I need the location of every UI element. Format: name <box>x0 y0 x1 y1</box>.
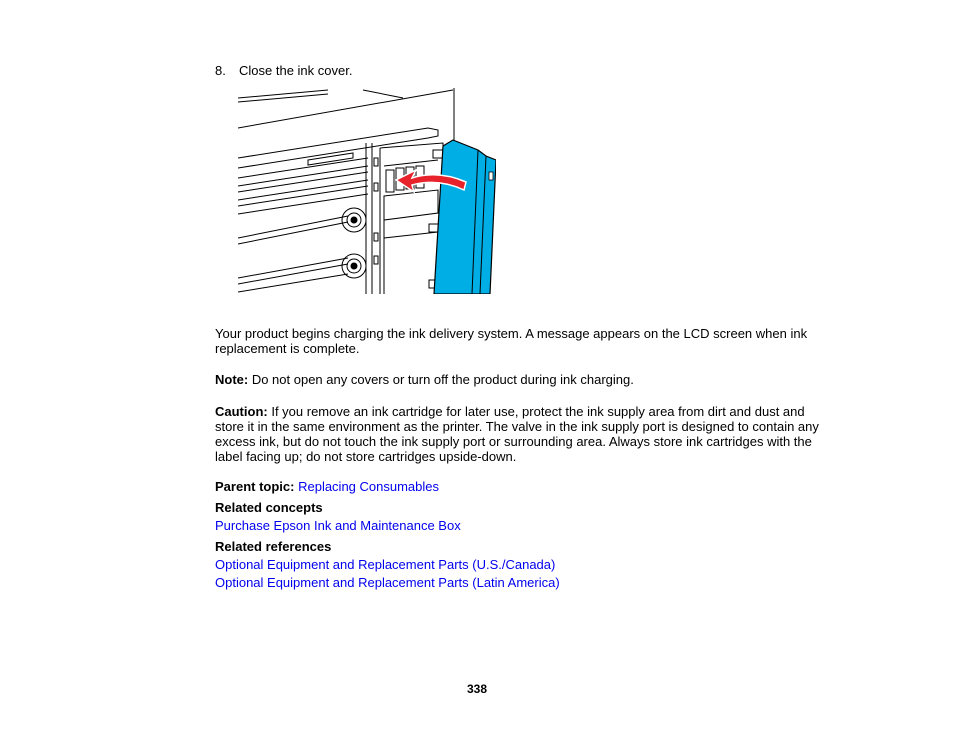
ink-cover-panel <box>434 140 496 294</box>
step-number: 8. <box>215 63 226 78</box>
parent-topic <box>215 479 439 494</box>
note-label: Note: <box>215 372 249 387</box>
charging-paragraph: Your product begins charging the ink delivery system. A message appears on the LCD screen when ink replacement is complete. <box>215 326 808 356</box>
related-reference-link-latin-america[interactable]: Optional Equipment and Replacement Parts (Latin America) <box>215 575 560 590</box>
related-concept-link[interactable]: Purchase Epson Ink and Maintenance Box <box>215 518 461 533</box>
step-item <box>215 63 352 78</box>
ink-cover-illustration <box>238 88 496 294</box>
step-text: Close the ink cover. <box>239 63 353 78</box>
note-text: Do not open any covers or turn off the product during ink charging. <box>248 372 634 387</box>
caution-paragraph <box>215 404 830 464</box>
caution-text: If you remove an ink cartridge for later use, protect the ink supply area from dirt and dust and store it in the same environment as the printer. The valve in the ink supply port is designed to contain any excess ink, but do not touch the ink supply port or surrounding area. Always store ink cartridges with the label facing up; do not store cartridges upside-down. <box>215 404 819 464</box>
parent-topic-label: Parent topic: <box>215 479 295 494</box>
caution-label: Caution: <box>215 404 268 419</box>
parent-topic-link[interactable]: Replacing Consumables <box>298 479 440 494</box>
related-reference-link-us-canada[interactable]: Optional Equipment and Replacement Parts (U.S./Canada) <box>215 557 556 572</box>
printer-ink-cover-drawing <box>238 88 496 294</box>
note-paragraph <box>215 372 830 387</box>
related-concepts-heading: Related concepts <box>215 500 323 515</box>
related-references-heading: Related references <box>215 539 332 554</box>
page-number: 338 <box>466 682 488 696</box>
